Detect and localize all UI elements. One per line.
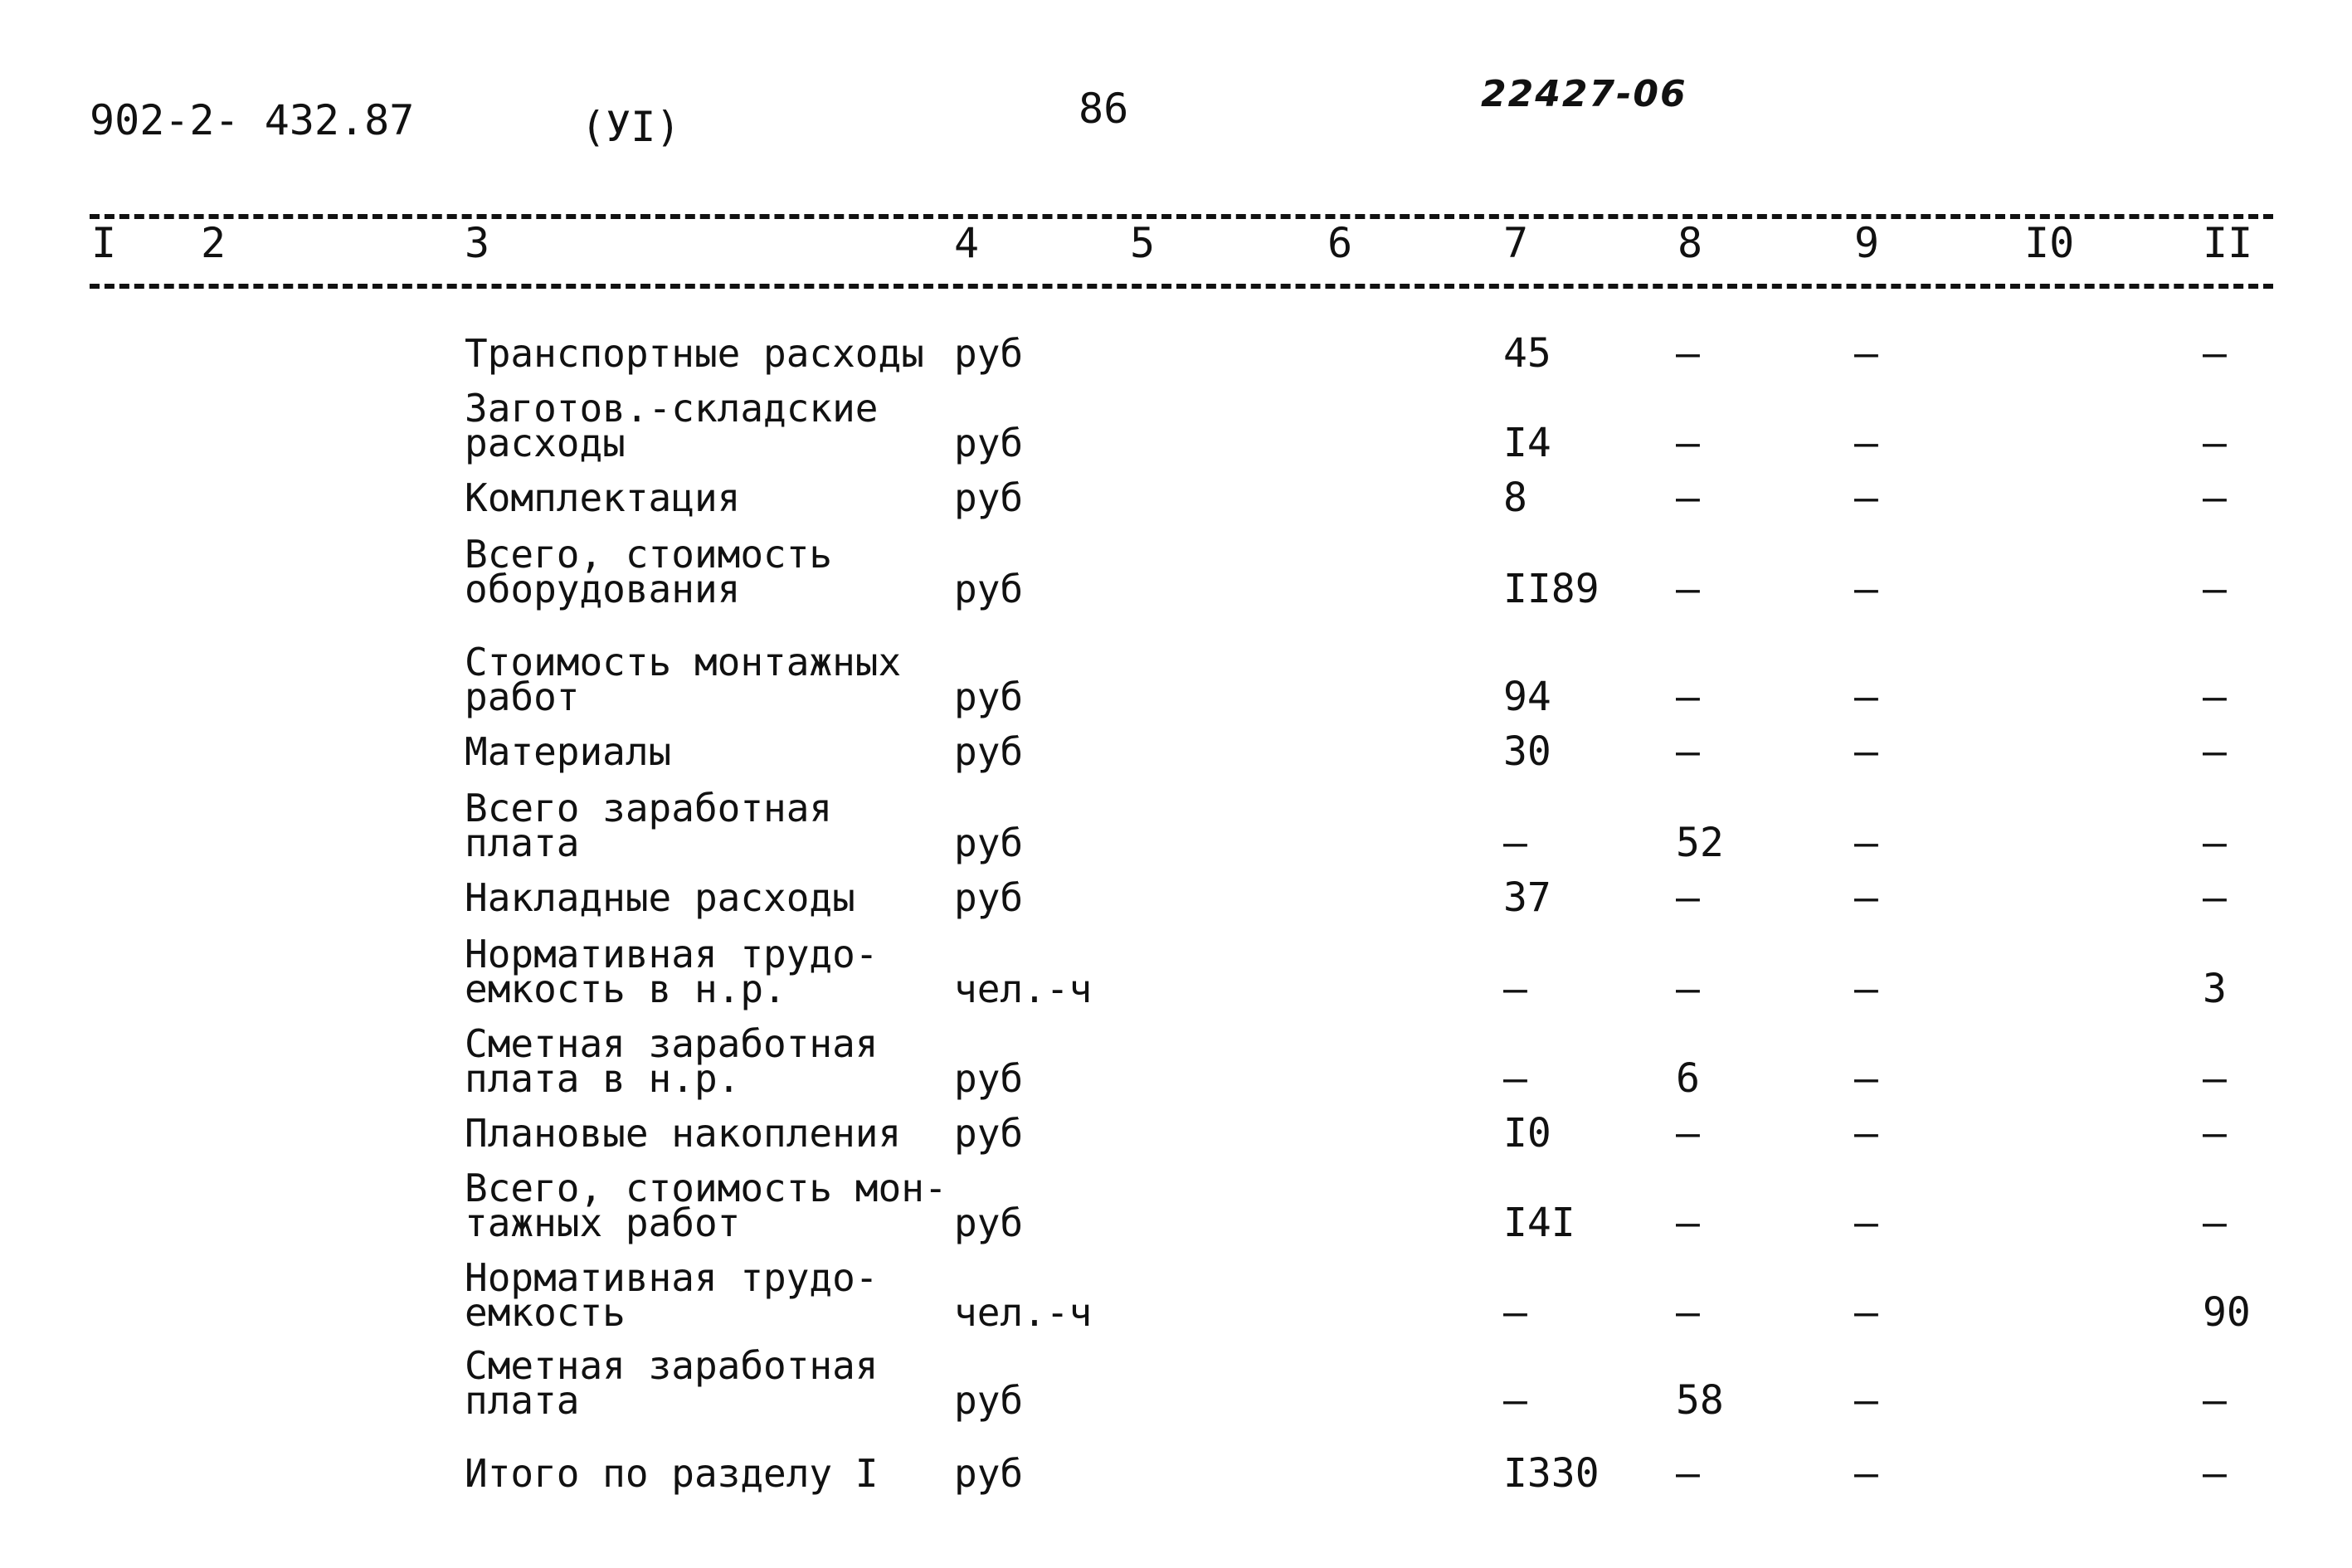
row-value-col9: –	[1854, 674, 1878, 720]
row-value-col8: –	[1676, 1200, 1700, 1246]
row-value-col7: I0	[1503, 1110, 1551, 1157]
row-label: Накладные расходы	[465, 875, 855, 920]
row-value-col8: 6	[1676, 1055, 1700, 1102]
row-label-line2: емкость в н.р.	[465, 967, 786, 1011]
row-value-col7: I330	[1503, 1450, 1600, 1497]
row-label-line2: тажных работ	[465, 1200, 741, 1245]
row-label-line1: Заготов.-складские	[465, 386, 879, 431]
row-value-col11: 90	[2203, 1289, 2251, 1336]
row-value-col9: –	[1854, 566, 1878, 612]
row-value-col11: –	[2203, 420, 2227, 466]
row-value-col9: –	[1854, 966, 1878, 1012]
row-value-col11: –	[2203, 1377, 2227, 1424]
row-value-col8: –	[1676, 1450, 1700, 1497]
row-value-col7: I4I	[1503, 1200, 1575, 1246]
row-value-col11: –	[2203, 330, 2227, 377]
row-value-col9: –	[1854, 874, 1878, 921]
row-label-line1: Сметная заработная	[465, 1021, 879, 1066]
table-header-dashed-rule	[90, 284, 2273, 289]
row-value-col9: –	[1854, 1200, 1878, 1246]
row-unit: руб	[954, 1200, 1024, 1245]
row-value-col8: 58	[1676, 1377, 1724, 1424]
row-value-col11: 3	[2203, 966, 2227, 1012]
row-value-col8: –	[1676, 674, 1700, 720]
column-number-4: 4	[954, 219, 980, 267]
row-label: Итого по разделу I	[465, 1451, 879, 1496]
row-value-col11: –	[2203, 1110, 2227, 1157]
row-value-col7: 45	[1503, 330, 1551, 377]
row-value-col11: –	[2203, 1450, 2227, 1497]
row-value-col7: –	[1503, 966, 1527, 1012]
column-number-3: 3	[465, 219, 490, 267]
row-label-line2: работ	[465, 674, 580, 719]
row-value-col11: –	[2203, 566, 2227, 612]
row-label: Комплектация	[465, 475, 741, 520]
row-value-col9: –	[1854, 330, 1878, 377]
row-value-col9: –	[1854, 728, 1878, 775]
row-value-col7: I4	[1503, 420, 1551, 466]
row-value-col7: 8	[1503, 475, 1527, 521]
row-label-line1: Нормативная трудо-	[465, 932, 879, 976]
row-value-col9: –	[1854, 1289, 1878, 1336]
row-unit: руб	[954, 475, 1024, 520]
row-value-col8: –	[1676, 874, 1700, 921]
row-value-col9: –	[1854, 1110, 1878, 1157]
column-number-9: 9	[1854, 219, 1880, 267]
row-value-col11: –	[2203, 1055, 2227, 1102]
row-label-line2: емкость	[465, 1290, 626, 1335]
document-code: 902-2- 432.87	[90, 96, 415, 144]
column-number-10: I0	[2024, 219, 2075, 267]
row-value-col11: –	[2203, 820, 2227, 866]
column-number-7: 7	[1503, 219, 1529, 267]
column-number-11: II	[2203, 219, 2253, 267]
row-value-col8: 52	[1676, 820, 1724, 866]
row-value-col8: –	[1676, 1289, 1700, 1336]
row-label-line1: Всего заработная	[465, 786, 833, 830]
row-value-col8: –	[1676, 566, 1700, 612]
row-label-line1: Всего, стоимость мон-	[465, 1166, 947, 1210]
row-value-col11: –	[2203, 728, 2227, 775]
column-number-5: 5	[1130, 219, 1156, 267]
row-label-line2: оборудования	[465, 567, 741, 611]
row-value-col7: –	[1503, 1289, 1527, 1336]
row-value-col8: –	[1676, 475, 1700, 521]
row-label: Транспортные расходы	[465, 331, 924, 376]
row-label-line2: плата	[465, 821, 580, 865]
row-unit: руб	[954, 729, 1024, 774]
row-value-col8: –	[1676, 330, 1700, 377]
row-value-col8: –	[1676, 966, 1700, 1012]
row-value-col9: –	[1854, 820, 1878, 866]
row-value-col9: –	[1854, 420, 1878, 466]
row-unit: руб	[954, 1378, 1024, 1423]
row-unit: руб	[954, 1451, 1024, 1496]
page-number: 86	[1079, 85, 1129, 133]
row-label: Материалы	[465, 729, 672, 774]
column-number-2: 2	[201, 219, 226, 267]
row-value-col8: –	[1676, 1110, 1700, 1157]
row-value-col9: –	[1854, 1377, 1878, 1424]
column-number-6: 6	[1327, 219, 1353, 267]
row-value-col11: –	[2203, 475, 2227, 521]
row-unit: чел.-ч	[954, 1290, 1093, 1335]
row-value-col7: –	[1503, 1055, 1527, 1102]
row-label-line2: расходы	[465, 421, 626, 465]
row-value-col7: –	[1503, 1377, 1527, 1424]
row-unit: руб	[954, 331, 1024, 376]
row-value-col11: –	[2203, 674, 2227, 720]
row-label-line1: Стоимость монтажных	[465, 640, 902, 684]
row-label-line2: плата	[465, 1378, 580, 1423]
table-top-dashed-rule	[90, 214, 2273, 219]
sheet-code: 22427-06	[1481, 73, 1687, 115]
row-value-col9: –	[1854, 475, 1878, 521]
row-label-line2: плата в н.р.	[465, 1056, 741, 1101]
row-unit: руб	[954, 821, 1024, 865]
row-unit: руб	[954, 1111, 1024, 1156]
row-value-col8: –	[1676, 420, 1700, 466]
row-label-line1: Всего, стоимость	[465, 532, 833, 577]
row-unit: чел.-ч	[954, 967, 1093, 1011]
row-value-col11: –	[2203, 874, 2227, 921]
row-unit: руб	[954, 1056, 1024, 1101]
volume-number: (УI)	[581, 103, 681, 151]
row-label-line1: Нормативная трудо-	[465, 1255, 879, 1300]
row-value-col7: II89	[1503, 566, 1600, 612]
row-label: Плановые накопления	[465, 1111, 902, 1156]
row-value-col11: –	[2203, 1200, 2227, 1246]
row-unit: руб	[954, 875, 1024, 920]
row-value-col7: 94	[1503, 674, 1551, 720]
row-value-col8: –	[1676, 728, 1700, 775]
row-unit: руб	[954, 567, 1024, 611]
row-unit: руб	[954, 674, 1024, 719]
row-label-line1: Сметная заработная	[465, 1343, 879, 1388]
column-number-8: 8	[1678, 219, 1703, 267]
row-value-col7: –	[1503, 820, 1527, 866]
row-unit: руб	[954, 421, 1024, 465]
row-value-col7: 30	[1503, 728, 1551, 775]
row-value-col7: 37	[1503, 874, 1551, 921]
row-value-col9: –	[1854, 1450, 1878, 1497]
row-value-col9: –	[1854, 1055, 1878, 1102]
column-number-1: I	[91, 219, 117, 267]
